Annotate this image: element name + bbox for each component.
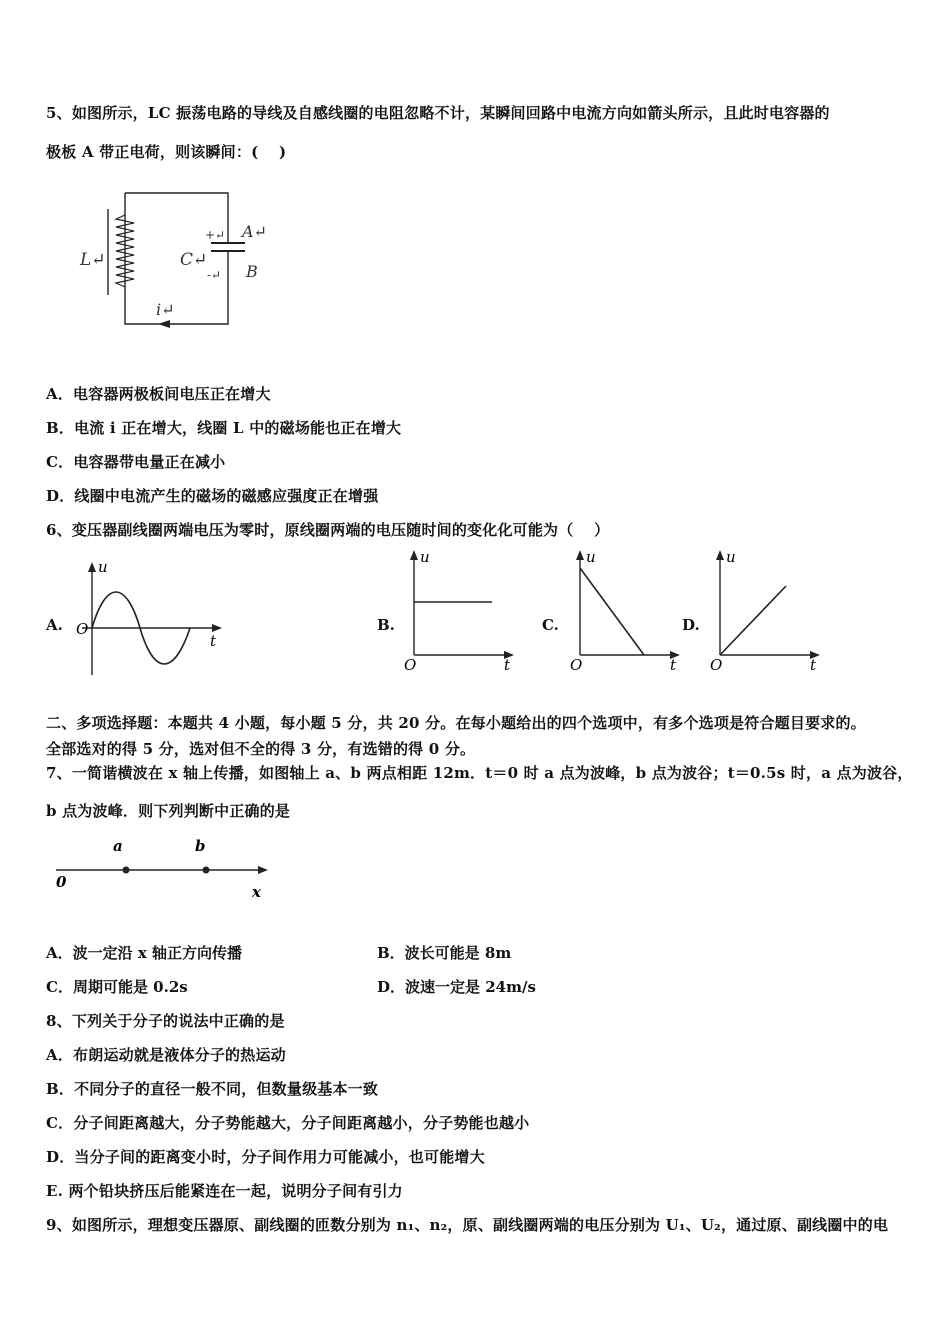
q7-stem-line1: 7、一简谐横波在 x 轴上传播，如图轴上 a、b 两点相距 12m．t＝0 时 a 点为波峰，b 点为波谷；t＝0.5s 时，a 点为波谷， [46,764,913,782]
q7-option-c: C．周期可能是 0.2s [46,978,188,996]
wave-axis-figure [52,835,282,905]
graph-b-constant [400,548,520,673]
lc-circuit-figure [70,185,270,335]
label-C: C↵ [180,250,208,270]
label-zero: 0 [56,873,67,891]
q8-option-c: C．分子间距离越大，分子势能越大，分子间距离越小，分子势能也越小 [46,1114,530,1132]
label-L: L↵ [80,250,106,270]
q8-option-d: D．当分子间的距离变小时，分子间作用力可能减小，也可能增大 [46,1148,485,1166]
axis-u: u [420,548,430,566]
q7-option-b: B．波长可能是 8m [377,944,512,962]
q6-label-a: A. [46,616,63,634]
axis-u: u [98,558,108,576]
q7-option-d: D．波速一定是 24m/s [377,978,536,996]
circuit-wire [125,193,228,324]
axis-u: u [586,548,596,566]
q8-option-b: B．不同分子的直径一般不同，但数量级基本一致 [46,1080,379,1098]
current-arrow-icon [158,320,170,328]
axis-t: t [504,656,511,674]
q9-stem: 9、如图所示，理想变压器原、副线圈的匝数分别为 n₁、n₂，原、副线圈两端的电压分别为 U₁、U₂，通过原、副线圈中的电 [46,1216,889,1234]
point-b [203,867,210,874]
q6-label-c: C. [542,616,559,634]
q7-stem-line2: b 点为波峰．则下列判断中正确的是 [46,802,291,820]
q7-option-a: A．波一定沿 x 轴正方向传播 [46,944,243,962]
axis-t: t [810,656,817,674]
q8-option-e: E. 两个铅块挤压后能紧连在一起，说明分子间有引力 [46,1182,403,1200]
label-b: b [195,837,206,855]
q5-option-d: D．线圈中电流产生的磁场的磁感应强度正在增强 [46,487,379,505]
q6-stem: 6、变压器副线圈两端电压为零时，原线圈两端的电压随时间的变化化可能为（ ） [46,521,610,539]
increasing-line [720,586,786,655]
origin-o: O [404,656,417,674]
q8-stem: 8、下列关于分子的说法中正确的是 [46,1012,285,1030]
label-A: A↵ [242,222,267,241]
q6-label-d: D. [682,616,700,634]
axis-t: t [670,656,677,674]
q5-option-c: C．电容器带电量正在减小 [46,453,226,471]
label-i: i↵ [156,300,175,319]
axis-t: t [210,632,217,650]
decreasing-line [580,568,644,655]
graph-a-sine [70,560,230,680]
q5-stem-line1: 5、如图所示，LC 振荡电路的导线及自感线圈的电阻忽略不计，某瞬间回路中电流方向如箭头所示，且此时电容器的 [46,104,830,122]
q6-label-b: B. [377,616,395,634]
label-plus: +↵ [205,228,226,242]
label-a: a [113,837,123,855]
q5-option-a: A．电容器两极板间电压正在增大 [46,385,271,403]
q5-stem-line2: 极板 A 带正电荷，则该瞬间：( ) [46,143,287,161]
graph-c-decreasing [566,548,686,673]
origin-o: O [570,656,583,674]
q5-option-b: B．电流 i 正在增大，线圈 L 中的磁场能也正在增大 [46,419,402,437]
q8-option-a: A．布朗运动就是液体分子的热运动 [46,1046,286,1064]
point-a [123,867,130,874]
origin-o: O [76,620,89,638]
section2-line2: 全部选对的得 5 分，选对但不全的得 3 分，有选错的得 0 分。 [46,740,476,758]
graph-d-increasing [706,548,826,673]
section2-line1: 二、多项选择题：本题共 4 小题，每小题 5 分，共 20 分。在每小题给出的四个选项中，有多个选项是符合题目要求的。 [46,714,866,732]
label-B: B [246,262,258,281]
axis-u: u [726,548,736,566]
origin-o: O [710,656,723,674]
label-minus: -↵ [207,268,222,282]
label-x: x [252,883,261,901]
